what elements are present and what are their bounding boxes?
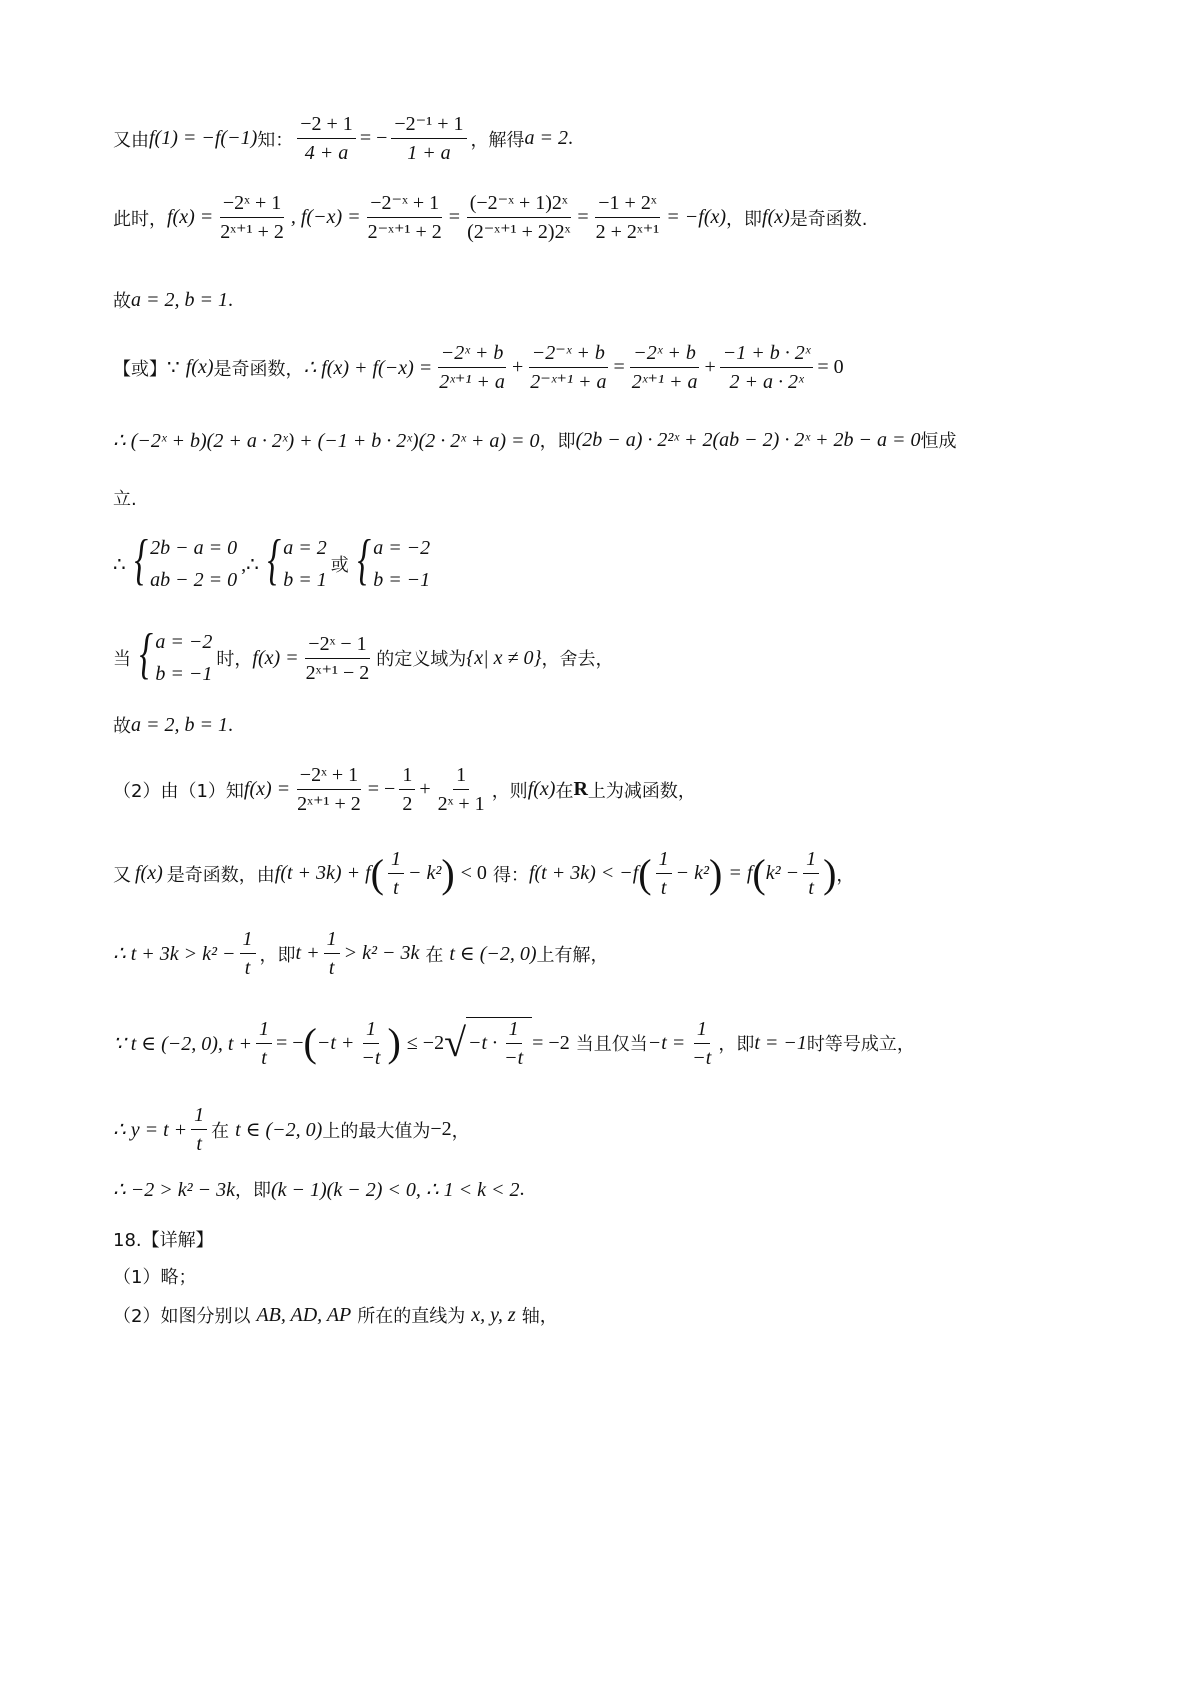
math-expr: − k² bbox=[675, 862, 709, 884]
line-17 bbox=[113, 1263, 196, 1289]
equation-system: { a = −2 b = −1 bbox=[139, 623, 213, 685]
because-symbol: ∵ bbox=[167, 357, 180, 379]
math-expr: f(t + 3k) + f bbox=[274, 862, 371, 884]
text: 是奇函数， bbox=[213, 358, 304, 380]
math-expr: = f bbox=[728, 862, 753, 884]
math-expr: t = −1 bbox=[754, 1031, 807, 1054]
fraction: $\frac{\text{−2ˣ − 1}}{\text{2ˣ⁺¹ − 2}}$ bbox=[305, 632, 370, 684]
fraction: $\frac{1}{t}$ bbox=[256, 1018, 272, 1069]
paren: ) bbox=[823, 850, 837, 896]
math-expr: −2 bbox=[430, 1118, 452, 1140]
fraction: $\frac{1}{t}$ bbox=[191, 1104, 207, 1155]
math-expr: ,∴ bbox=[241, 553, 259, 576]
math-expr: a = 2 bbox=[524, 127, 568, 149]
fraction: $\frac{\text{−1 + 2ˣ}}{\text{2 + 2ˣ⁺¹}}$ bbox=[595, 192, 660, 243]
text: 在 bbox=[425, 944, 444, 966]
text: . bbox=[228, 713, 233, 736]
fraction: $\frac{1}{t}$ bbox=[388, 848, 404, 899]
line-16 bbox=[113, 1226, 214, 1252]
math-expr: = 0 bbox=[817, 356, 844, 378]
fraction: $\frac{1}{t}$ bbox=[803, 848, 819, 899]
math-expr: −t + bbox=[316, 1031, 355, 1054]
line-4 bbox=[113, 342, 844, 393]
line-11 bbox=[113, 848, 854, 899]
text: 所在的直线为 bbox=[357, 1306, 466, 1327]
math-expr: + bbox=[511, 356, 524, 378]
text: ，解得 bbox=[470, 129, 525, 151]
text: 的定义域为 bbox=[376, 649, 467, 670]
fraction: $\frac{1}{t}$ bbox=[656, 848, 672, 899]
line-8 bbox=[113, 623, 614, 690]
text: 上的最大值为 bbox=[322, 1120, 431, 1142]
math-expr: f(x) bbox=[135, 862, 163, 884]
text: 时， bbox=[216, 649, 253, 670]
text: ，即 bbox=[726, 208, 763, 230]
math-expr: ∴ t + 3k > k² − bbox=[113, 943, 236, 965]
text: 又由 bbox=[113, 129, 149, 151]
paren: ( bbox=[638, 850, 652, 896]
math-expr: k² − bbox=[765, 862, 800, 884]
math-expr: x, y, z bbox=[471, 1303, 516, 1326]
text: ，即 bbox=[259, 944, 296, 966]
math-expr: t ∈ (−2, 0) bbox=[449, 943, 537, 965]
math-expr: a = 2, b = 1 bbox=[131, 713, 228, 736]
text: 上为减函数， bbox=[587, 780, 696, 802]
text: 当且仅当 bbox=[575, 1034, 648, 1055]
fraction: $\frac{-2 + 1}{4 + a}$ bbox=[297, 113, 356, 164]
math-expr: + bbox=[704, 356, 716, 378]
line-13 bbox=[113, 1017, 915, 1069]
text: 知： bbox=[257, 129, 294, 151]
math-expr: ∴ f(x) + f(−x) = bbox=[303, 357, 433, 379]
math-expr: = −f(x) bbox=[666, 206, 727, 228]
math-expr: f(x) bbox=[527, 778, 556, 800]
math-expr: = bbox=[613, 356, 625, 378]
fraction: $\frac{1}{2}$ bbox=[399, 764, 415, 815]
math-expr: ∴ y = t + bbox=[113, 1119, 188, 1141]
text: 上有解， bbox=[536, 944, 609, 966]
math-expr: AB, AD, AP bbox=[256, 1303, 352, 1326]
line-14 bbox=[113, 1104, 470, 1155]
text: 在 bbox=[211, 1120, 230, 1142]
line-12 bbox=[113, 928, 609, 979]
text: 此时， bbox=[113, 208, 167, 230]
text: 故 bbox=[113, 291, 131, 312]
math-expr: {x| x ≠ 0} bbox=[466, 646, 542, 669]
fraction: $\frac{\text{(−2⁻ˣ + 1)2ˣ}}{\text{(2⁻ˣ⁺¹ + 2)2ˣ}}$ bbox=[467, 192, 571, 243]
math-expr: = − bbox=[367, 778, 396, 800]
fraction: $\frac{\text{−2⁻ˣ + b}}{\text{2⁻ˣ⁺¹ + a}}$ bbox=[530, 342, 607, 393]
line-5 bbox=[113, 427, 956, 453]
text: 立. bbox=[113, 489, 137, 510]
text: ，则 bbox=[491, 780, 528, 802]
math-expr: ∵ t ∈ (−2, 0), t + bbox=[113, 1032, 252, 1055]
fraction: $\frac{\text{−2⁻ˣ + 1}}{\text{2⁻ˣ⁺¹ + 2}}$ bbox=[367, 192, 442, 243]
paren: ) bbox=[441, 850, 455, 896]
math-expr: R bbox=[573, 778, 588, 800]
line-15 bbox=[113, 1176, 524, 1202]
text: 当 bbox=[113, 649, 131, 670]
fraction: $\frac{\text{−2ˣ + b}}{\text{2ˣ⁺¹ + a}}$ bbox=[439, 342, 505, 393]
math-expr: a = 2, b = 1 bbox=[131, 288, 228, 311]
paren: ) bbox=[709, 850, 723, 896]
math-expr: + bbox=[419, 778, 431, 800]
paren: ( bbox=[370, 850, 384, 896]
fraction: $\frac{\text{−2ˣ + b}}{\text{2ˣ⁺¹ + a}}$ bbox=[631, 342, 698, 393]
line-2 bbox=[113, 192, 868, 243]
math-expr: (2b − a) · 2²ˣ + 2(ab − 2) · 2ˣ + 2b − a = 0 bbox=[575, 428, 921, 451]
math-expr: ∴ (−2ˣ + b)(2 + a · 2ˣ) + (−1 + b · 2ˣ)(2 · 2ˣ + a) = 0 bbox=[113, 429, 540, 452]
math-expr: > k² − 3k bbox=[343, 942, 420, 964]
section-heading: 18.【详解】 bbox=[113, 1230, 214, 1251]
text: ，即 bbox=[718, 1034, 755, 1055]
fraction: $\frac{1}{-t}$ bbox=[692, 1017, 712, 1069]
math-expr: f(x) = bbox=[243, 778, 291, 800]
math-expr: f(x) = bbox=[252, 646, 299, 669]
line-1 bbox=[113, 113, 573, 164]
sqrt-sign: √ bbox=[444, 1020, 467, 1065]
math-expr: ≤ −2 bbox=[406, 1031, 445, 1054]
fraction: $\frac{\text{−1 + b · 2ˣ}}{\text{2 + a · 2ˣ}}$ bbox=[720, 342, 814, 393]
line-9 bbox=[113, 712, 233, 738]
text: （2）如图分别以 bbox=[113, 1306, 251, 1327]
line-3 bbox=[113, 287, 233, 313]
math-expr: −t = bbox=[647, 1031, 686, 1054]
text: （2）由（1）知 bbox=[113, 780, 244, 802]
text: ，即 bbox=[539, 431, 576, 452]
text: 是奇函数，由 bbox=[166, 864, 275, 886]
math-expr: f(t + 3k) < −f bbox=[528, 862, 639, 884]
equation-system: { a = −2 b = −1 bbox=[357, 529, 431, 591]
text: ，即 bbox=[234, 1180, 271, 1201]
fraction: $\frac{1}{t}$ bbox=[240, 928, 256, 979]
paren: ( bbox=[303, 1020, 317, 1065]
math-expr: = − bbox=[275, 1031, 304, 1054]
line-6 bbox=[113, 485, 137, 511]
text: ， bbox=[836, 864, 855, 886]
sqrt-body: −t · $\frac{1}{-t}$ bbox=[466, 1017, 532, 1069]
therefore-symbol: ∴ bbox=[113, 553, 126, 576]
equation-system: { 2b − a = 0 ab − 2 = 0 bbox=[134, 529, 238, 591]
math-expr: = −2 bbox=[532, 1031, 570, 1054]
math-expr: f(x) bbox=[185, 356, 214, 378]
math-expr: t + bbox=[295, 942, 320, 964]
fraction: $\frac{\text{−2⁻¹ + 1}}{1 + a}$ bbox=[391, 113, 466, 164]
math-expr: < 0 bbox=[460, 862, 487, 884]
text: ，舍去， bbox=[541, 649, 614, 670]
fraction: $\frac{1}{-t}$ bbox=[361, 1017, 381, 1069]
math-expr: f(1) = −f(−1) bbox=[149, 127, 258, 149]
text: ， bbox=[451, 1120, 470, 1142]
fraction: $\frac{1}{t}$ bbox=[324, 928, 340, 979]
fraction: $\frac{\text{−2ˣ + 1}}{\text{2ˣ⁺¹ + 2}}$ bbox=[220, 192, 284, 243]
text: 是奇函数. bbox=[789, 208, 868, 230]
math-expr: f(x) = bbox=[167, 206, 214, 228]
equation-system: { a = 2 b = 1 bbox=[267, 529, 327, 591]
math-expr: = bbox=[577, 206, 589, 228]
text: 或 bbox=[330, 555, 349, 576]
text: . bbox=[519, 1177, 525, 1200]
line-7 bbox=[113, 529, 434, 596]
text: 得： bbox=[492, 864, 529, 886]
line-10 bbox=[113, 764, 696, 815]
text: 恒成 bbox=[920, 431, 957, 452]
text: 又 bbox=[113, 864, 131, 886]
fraction: $\frac{1}{\text{2ˣ + 1}}$ bbox=[437, 764, 485, 815]
math-expr: t ∈ (−2, 0) bbox=[235, 1119, 323, 1141]
text: 轴， bbox=[521, 1306, 558, 1327]
math-expr: − k² bbox=[407, 862, 442, 884]
text: 故 bbox=[113, 716, 131, 737]
math-expr: (k − 1)(k − 2) < 0, ∴ 1 < k < 2 bbox=[270, 1178, 520, 1201]
math-expr: , f(−x) = bbox=[290, 206, 361, 228]
paren: ( bbox=[752, 850, 766, 896]
math-expr: ∴ −2 > k² − 3k bbox=[113, 1178, 235, 1201]
fraction: $\frac{\text{−2ˣ + 1}}{\text{2ˣ⁺¹ + 2}}$ bbox=[297, 764, 361, 815]
text: （1）略； bbox=[113, 1267, 197, 1288]
text: . bbox=[228, 288, 233, 311]
math-expr: = bbox=[448, 206, 461, 228]
text: 【或】 bbox=[113, 358, 167, 380]
text: . bbox=[568, 127, 573, 149]
line-18 bbox=[113, 1302, 558, 1328]
paren: ) bbox=[387, 1020, 401, 1065]
text: 时等号成立， bbox=[806, 1034, 915, 1055]
text: 在 bbox=[555, 780, 574, 802]
math-expr: = − bbox=[359, 127, 388, 149]
math-expr: f(x) bbox=[762, 206, 790, 228]
